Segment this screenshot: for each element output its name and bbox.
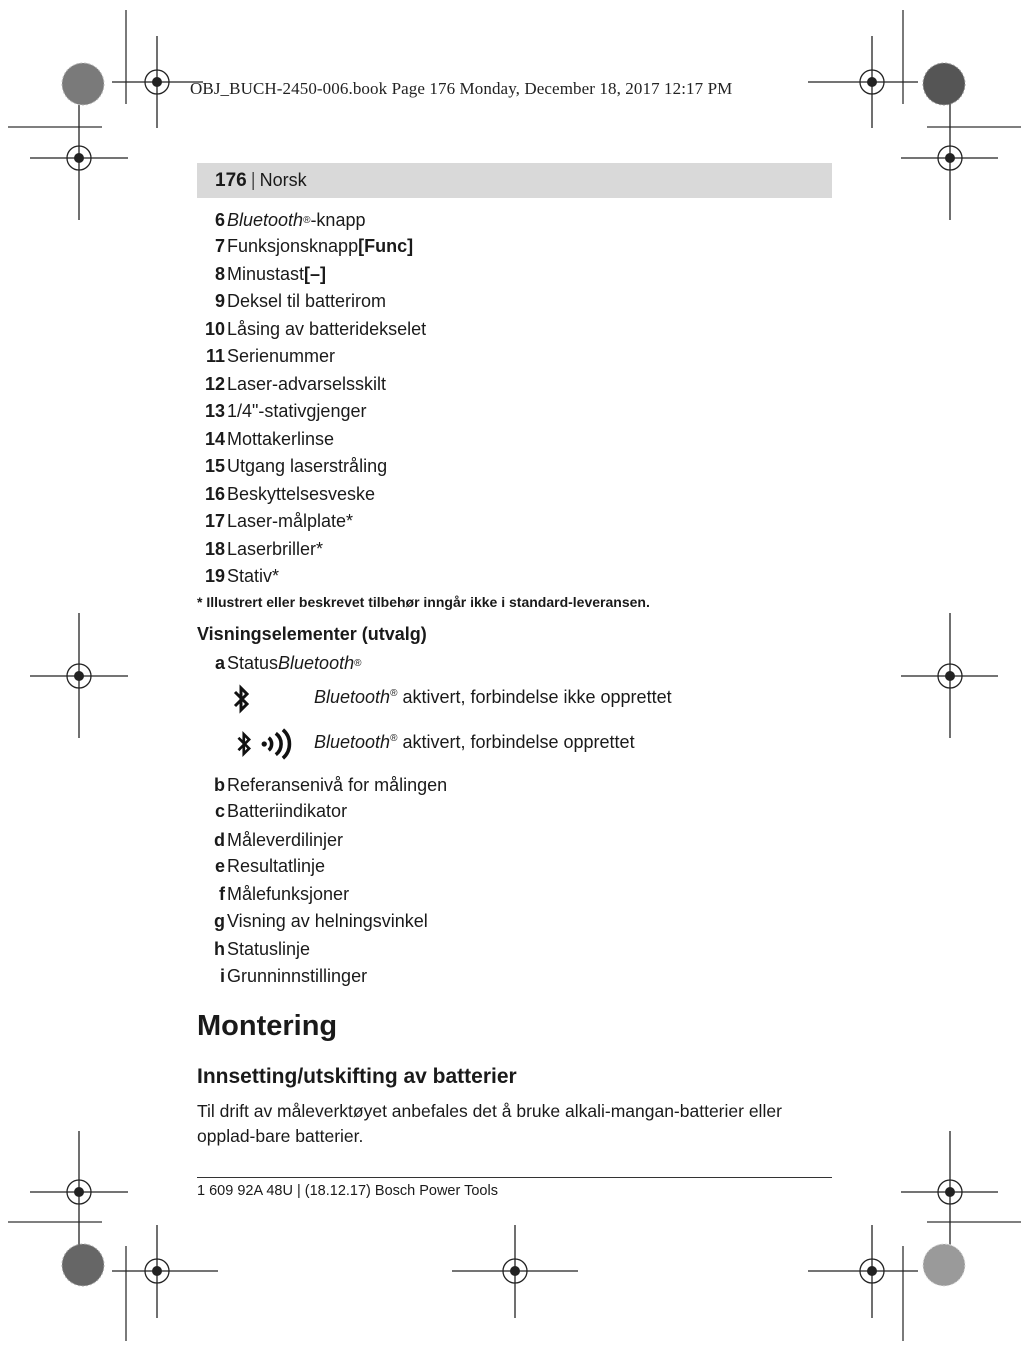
item-label: Status — [227, 652, 279, 673]
item-letter: e — [214, 855, 225, 876]
list-item — [197, 343, 335, 369]
item-label: Stativ* — [227, 565, 280, 586]
list-item — [197, 233, 413, 259]
registered-mark: ® — [354, 657, 362, 669]
list-item — [197, 853, 325, 879]
item-letter: h — [214, 938, 225, 959]
item-label: Måleverdilinjer — [227, 829, 344, 850]
page-footer: 1 609 92A 48U | (18.12.17) Bosch Power Tools — [197, 1183, 498, 1199]
item-letter: g — [214, 910, 225, 931]
item-number: 18 — [204, 538, 225, 559]
registered-mark: ® — [303, 214, 311, 226]
item-label: Funksjonsknapp — [227, 235, 359, 256]
list-item — [197, 426, 334, 452]
item-italic: Bluetooth — [278, 652, 355, 673]
section-title: Montering — [197, 1010, 338, 1042]
bluetooth-icon — [231, 683, 253, 715]
list-item — [197, 908, 428, 934]
key-label: [Func] — [358, 235, 414, 256]
item-label: Låsing av batteridekselet — [227, 318, 427, 339]
page-number: 176 — [215, 169, 247, 191]
item-number: 10 — [204, 318, 225, 339]
item-label: Referansenivå for målingen — [227, 774, 448, 795]
list-item — [197, 316, 426, 342]
list-item — [197, 536, 323, 562]
item-label: Beskyttelsesveske — [227, 483, 376, 504]
list-item — [197, 453, 387, 479]
item-number: 6 — [214, 209, 225, 230]
registered-mark: ® — [390, 733, 398, 744]
item-letter: i — [219, 965, 225, 986]
item-number: 12 — [204, 373, 225, 394]
item-label: Grunninnstillinger — [227, 965, 368, 986]
item-label: Visning av helningsvinkel — [227, 910, 428, 931]
item-number: 11 — [205, 345, 225, 366]
item-number: 15 — [204, 455, 225, 476]
item-number: 13 — [204, 400, 225, 421]
list-item — [197, 481, 375, 507]
item-label: Resultatlinje — [227, 855, 326, 876]
item-italic: Bluetooth — [314, 687, 391, 707]
item-label: Laserbriller* — [227, 538, 324, 559]
list-item — [197, 207, 365, 233]
item-number: 7 — [214, 235, 225, 256]
item-label: Målefunksjoner — [227, 883, 350, 904]
list-item — [197, 398, 366, 424]
item-label: Laser-advarselsskilt — [227, 373, 387, 394]
key-label: [–] — [304, 263, 327, 284]
item-number: 14 — [204, 428, 225, 449]
display-elements-heading: Visningselementer (utvalg) — [197, 624, 427, 644]
list-item — [197, 563, 279, 589]
item-italic: Bluetooth — [314, 732, 391, 752]
list-item — [197, 508, 353, 534]
item-letter: c — [214, 800, 225, 821]
item-label: Mottakerlinse — [227, 428, 335, 449]
item-label: Laser-målplate* — [227, 510, 354, 531]
list-item — [197, 371, 386, 397]
item-letter: b — [214, 774, 225, 795]
item-letter: d — [214, 829, 225, 850]
item-label: Statuslinje — [227, 938, 311, 959]
print-header: OBJ_BUCH-2450-006.book Page 176 Monday, December 18, 2017 12:17 PM — [190, 79, 733, 98]
footnote: * Illustrert eller beskrevet tilbehør inngår ikke i standard-leveransen. — [197, 594, 650, 610]
item-label: Serienummer — [227, 345, 336, 366]
item-number: 16 — [204, 483, 225, 504]
list-item — [197, 772, 447, 798]
list-item — [197, 963, 367, 989]
item-label: Deksel til batterirom — [227, 290, 387, 311]
item-number: 8 — [214, 263, 225, 284]
list-item — [197, 261, 326, 287]
item-italic: Bluetooth — [227, 209, 304, 230]
list-item — [197, 288, 386, 314]
item-number: 19 — [204, 565, 225, 586]
list-item — [197, 798, 347, 824]
item-label: Utgang laserstråling — [227, 455, 388, 476]
bluetooth-state-text — [314, 687, 672, 708]
item-number: 9 — [214, 290, 225, 311]
list-item — [197, 827, 343, 853]
bluetooth-connected-icon — [231, 728, 301, 760]
item-label: Minustast — [227, 263, 305, 284]
page-header-bar — [197, 163, 832, 198]
item-label: 1/4"-stativgjenger — [227, 400, 367, 421]
footer-rule — [197, 1177, 832, 1178]
item-label: aktivert, forbindelse opprettet — [397, 732, 635, 752]
item-label: aktivert, forbindelse ikke opprettet — [397, 687, 672, 707]
bluetooth-state-text — [314, 732, 635, 753]
registered-mark: ® — [390, 688, 398, 699]
page-language: Norsk — [259, 170, 307, 190]
list-item — [197, 650, 361, 676]
item-label: -knapp — [310, 209, 366, 230]
item-label: Batteriindikator — [227, 800, 348, 821]
list-item — [197, 936, 310, 962]
subsection-title: Innsetting/utskifting av batterier — [197, 1065, 517, 1088]
list-item — [197, 881, 349, 907]
header-separator: | — [250, 169, 256, 191]
body-paragraph: Til drift av måleverktøyet anbefales det å bruke alkali-mangan-batterier eller opplad-bare batterier. — [197, 1101, 782, 1146]
item-letter: a — [214, 652, 225, 673]
item-number: 17 — [204, 510, 225, 531]
item-letter: f — [219, 883, 225, 904]
